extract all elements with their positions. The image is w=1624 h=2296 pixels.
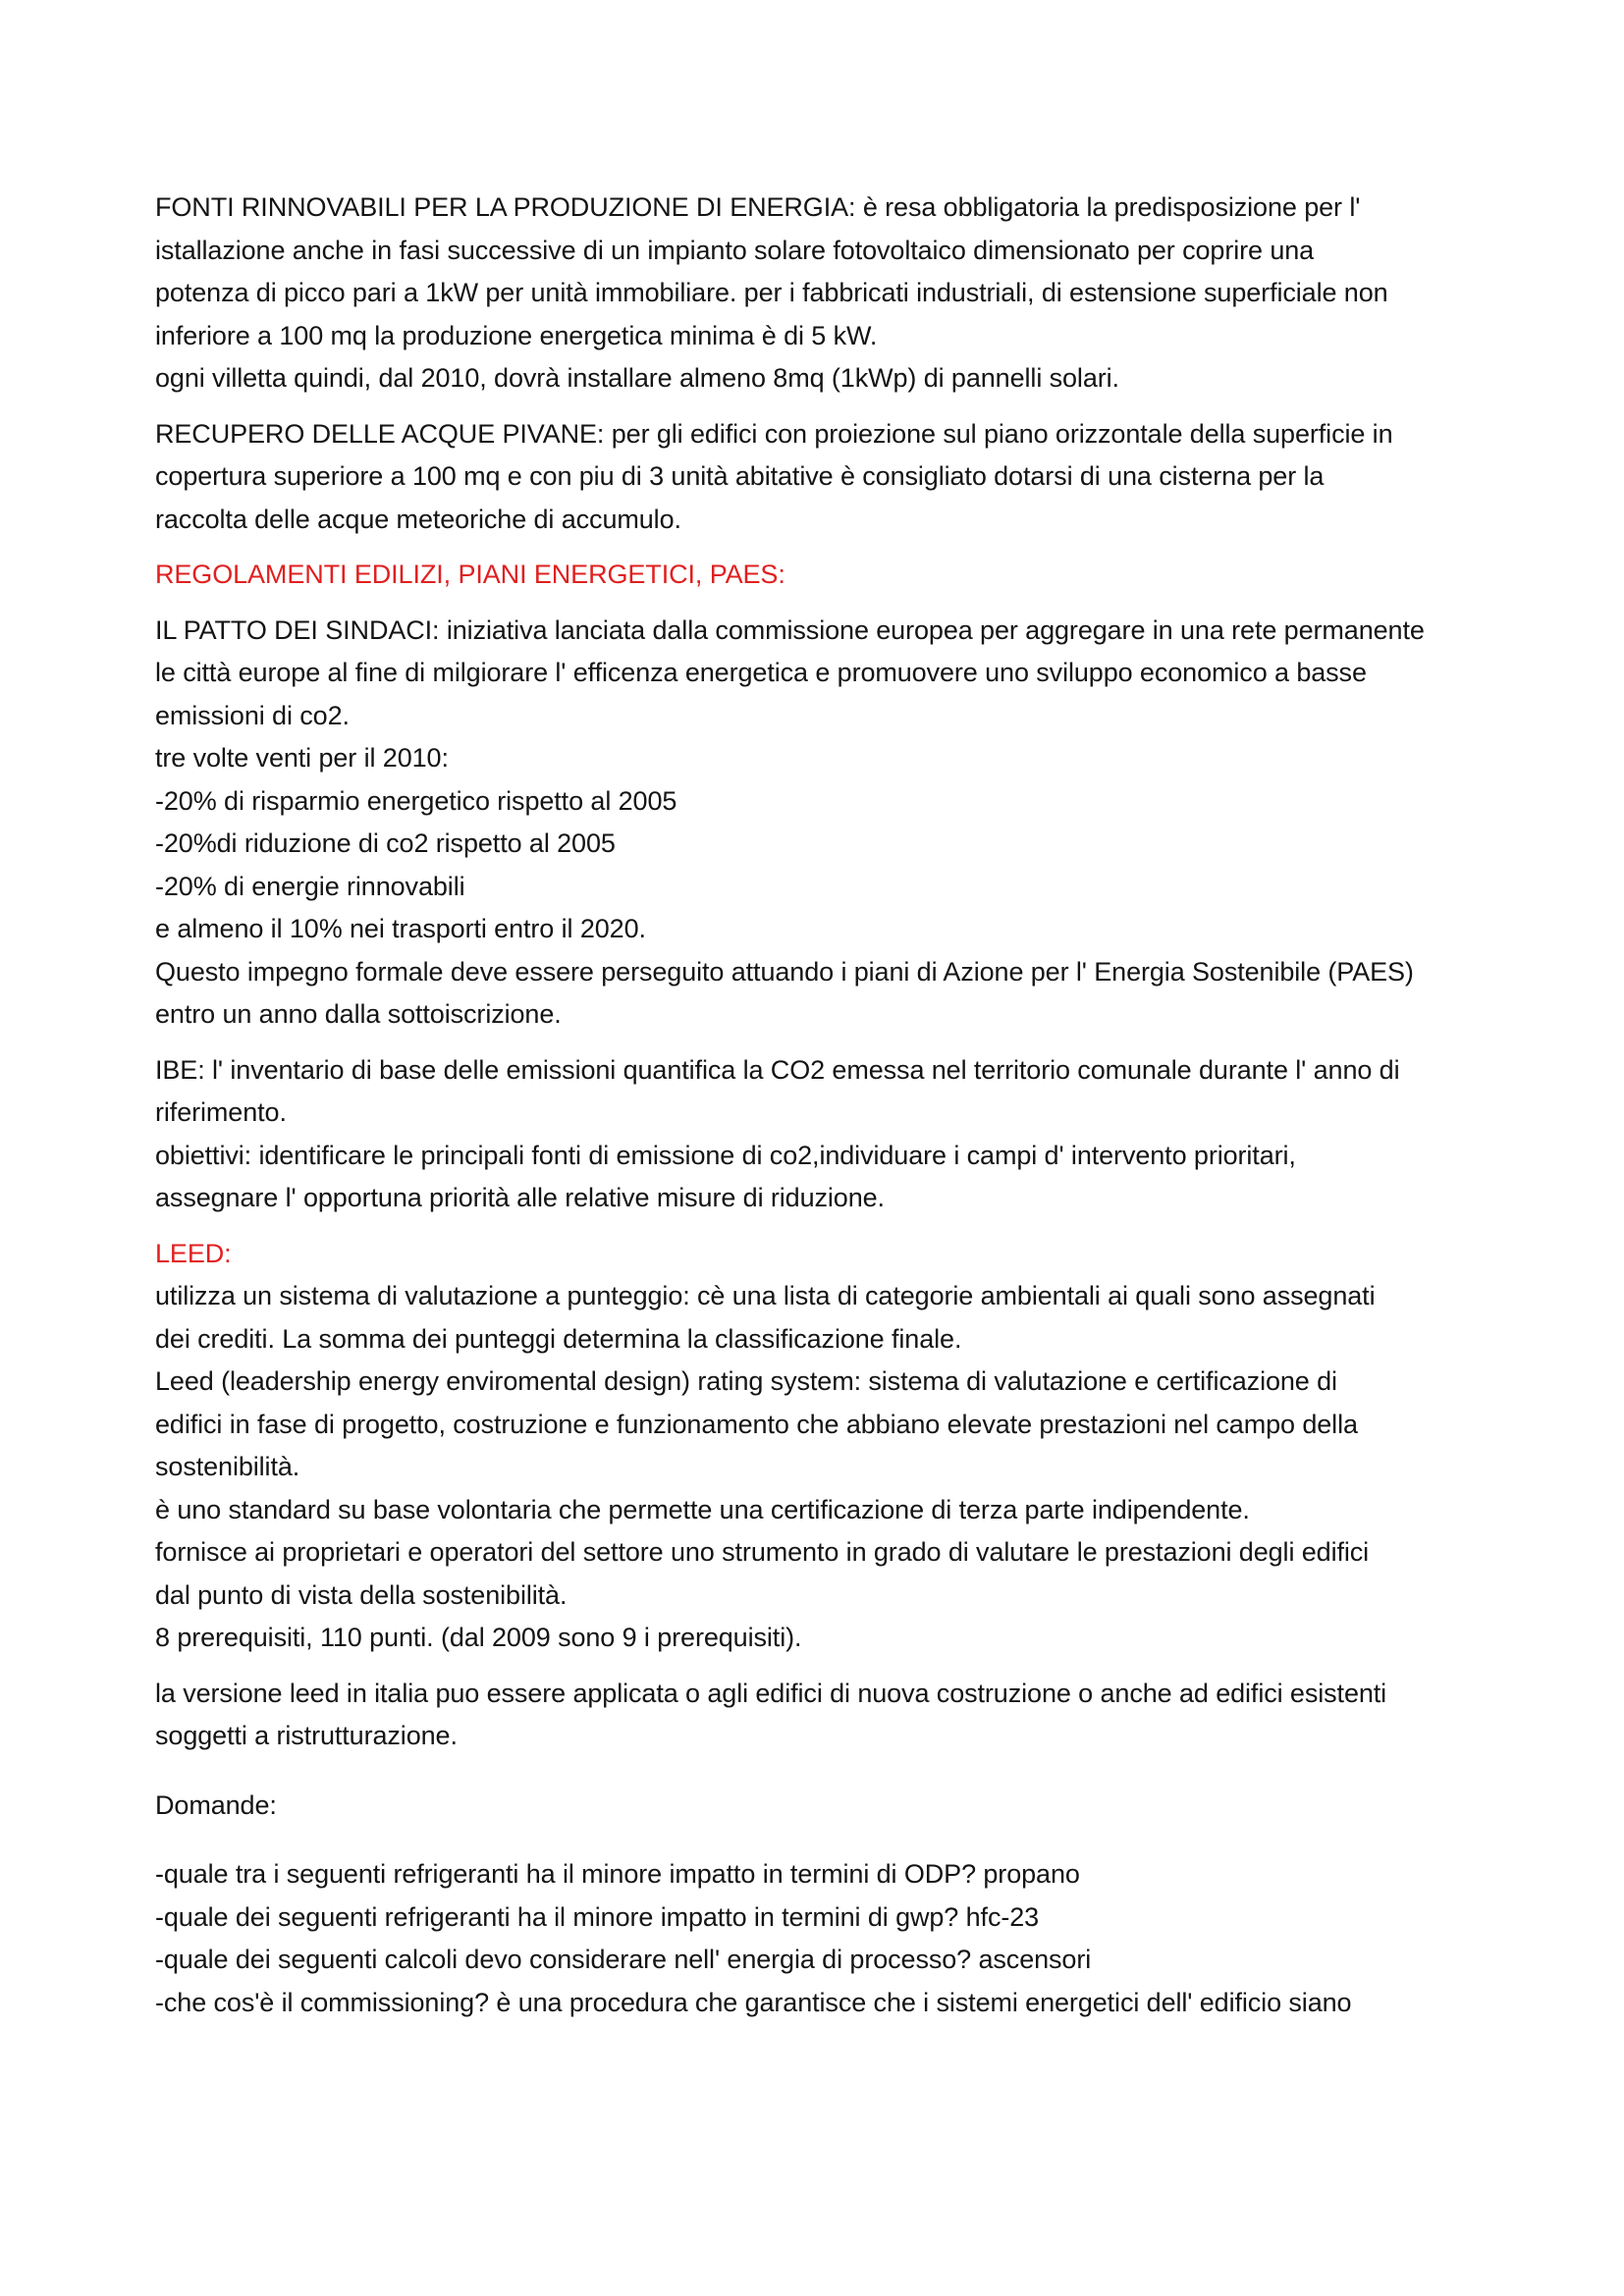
text-line: FONTI RINNOVABILI PER LA PRODUZIONE DI ENERGIA: è resa obbligatoria la predisposizione per l': [155, 192, 1361, 222]
text-line: emissioni di co2.: [155, 700, 350, 730]
question-line: -quale dei seguenti calcoli devo considerare nell' energia di processo? ascensori: [155, 1945, 1092, 1974]
text-line: riferimento.: [155, 1097, 287, 1127]
document-body: [155, 187, 1481, 2037]
text-line: -20% di energie rinnovabili: [155, 871, 465, 901]
patto-sindaci-paragraph: [155, 610, 1481, 1037]
text-line: edifici in fase di progetto, costruzione e funzionamento che abbiano elevate prestazioni nel campo della: [155, 1409, 1358, 1439]
text-line: obiettivi: identificare le principali fonti di emissione di co2,individuare i campi d' intervento prioritari,: [155, 1140, 1296, 1170]
question-line: -quale tra i seguenti refrigeranti ha il minore impatto in termini di ODP? propano: [155, 1859, 1080, 1889]
section-heading-domande: Domande:: [155, 1789, 277, 1820]
text-line: è uno standard su base volontaria che permette una certificazione di terza parte indipendente.: [155, 1494, 1250, 1524]
text-line: -20%di riduzione di co2 rispetto al 2005: [155, 828, 616, 858]
text-line: RECUPERO DELLE ACQUE PIVANE: per gli edifici con proiezione sul piano orizzontale della superficie in: [155, 418, 1393, 449]
recupero-acque-paragraph: [155, 413, 1481, 542]
text-line: IL PATTO DEI SINDACI: iniziativa lanciata dalla commissione europea per aggregare in una rete permanente: [155, 614, 1425, 645]
text-line: Leed (leadership energy enviromental design) rating system: sistema di valutazione e certificazione di: [155, 1366, 1337, 1396]
regolamenti-heading-block: [155, 554, 1481, 597]
text-line: -20% di risparmio energetico rispetto al 2005: [155, 785, 677, 816]
question-line: -che cos'è il commissioning? è una procedura che garantisce che i sistemi energetici dell' edificio siano: [155, 1987, 1352, 2017]
text-line: utilizza un sistema di valutazione a punteggio: cè una lista di categorie ambientali ai quali sono assegnati: [155, 1281, 1376, 1310]
text-line: inferiore a 100 mq la produzione energetica minima è di 5 kW.: [155, 320, 878, 350]
text-line: entro un anno dalla sottoiscrizione.: [155, 999, 562, 1029]
text-line: 8 prerequisiti, 110 punti. (dal 2009 sono 9 i prerequisiti).: [155, 1623, 802, 1652]
leed-paragraph: [155, 1233, 1481, 1660]
text-line: assegnare l' opportuna priorità alle relative misure di riduzione.: [155, 1183, 885, 1212]
text-line: dal punto di vista della sostenibilità.: [155, 1579, 568, 1610]
domande-heading-block: [155, 1785, 1481, 1828]
text-line: raccolta delle acque meteoriche di accumulo.: [155, 504, 681, 534]
versione-leed-paragraph: [155, 1673, 1481, 1758]
question-line: -quale dei seguenti refrigeranti ha il minore impatto in termini di gwp? hfc-23: [155, 1901, 1040, 1932]
section-heading-leed: LEED:: [155, 1238, 232, 1268]
domande-list: [155, 1853, 1481, 2024]
text-line: tre volte venti per il 2010:: [155, 743, 449, 773]
ibe-paragraph: [155, 1049, 1481, 1220]
text-line: sostenibilità.: [155, 1452, 300, 1481]
text-line: fornisce ai proprietari e operatori del settore uno strumento in grado di valutare le prestazioni degli edifici: [155, 1537, 1370, 1567]
text-line: soggetti a ristrutturazione.: [155, 1721, 458, 1750]
text-line: Questo impegno formale deve essere perseguito attuando i piani di Azione per l' Energia Sostenibile (PAES): [155, 956, 1414, 987]
text-line: le città europe al fine di milgiorare l' efficenza energetica e promuovere uno sviluppo economico a basse: [155, 658, 1367, 687]
section-heading-regolamenti: REGOLAMENTI EDILIZI, PIANI ENERGETICI, PAES:: [155, 560, 785, 589]
text-line: dei crediti. La somma dei punteggi determina la classificazione finale.: [155, 1323, 962, 1354]
text-line: potenza di picco pari a 1kW per unità immobiliare. per i fabbricati industriali, di estensione superficiale non: [155, 278, 1388, 307]
text-line: ogni villetta quindi, dal 2010, dovrà installare almeno 8mq (1kWp) di pannelli solari.: [155, 363, 1119, 393]
text-line: la versione leed in italia puo essere applicata o agli edifici di nuova costruzione o anche ad edifici esistenti: [155, 1678, 1387, 1708]
text-line: e almeno il 10% nei trasporti entro il 2020.: [155, 914, 646, 943]
text-line: IBE: l' inventario di base delle emissioni quantifica la CO2 emessa nel territorio comunale durante l' anno di: [155, 1054, 1400, 1085]
fonti-rinnovabili-paragraph: [155, 187, 1481, 400]
text-line: copertura superiore a 100 mq e con piu di 3 unità abitative è consigliato dotarsi di una cisterna per la: [155, 461, 1325, 491]
text-line: istallazione anche in fasi successive di un impianto solare fotovoltaico dimensionato per coprire una: [155, 235, 1315, 265]
